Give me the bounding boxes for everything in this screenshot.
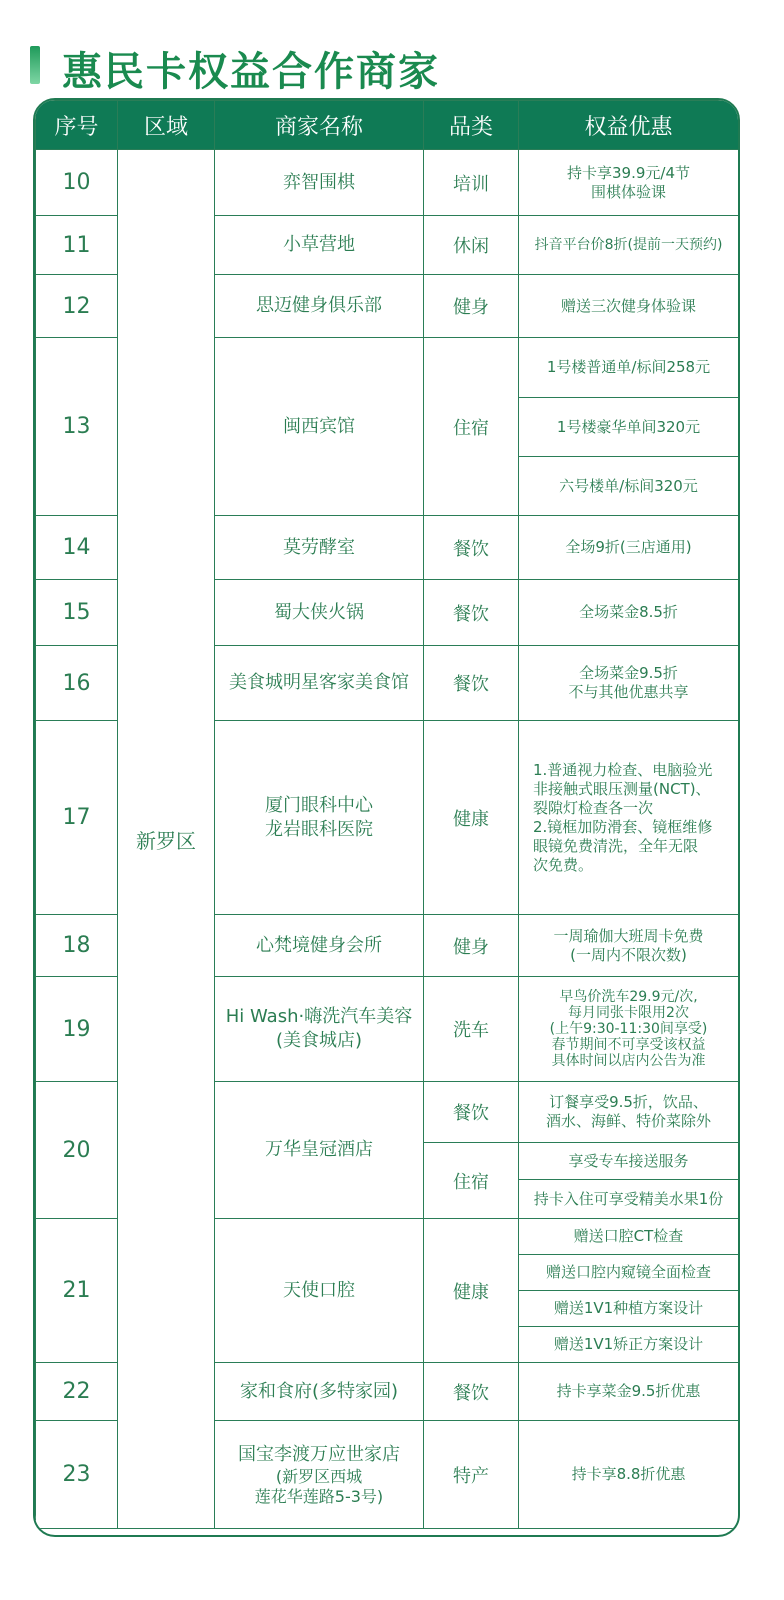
- merchant-name: 国宝李渡万应世家店 (新罗区西城 莲花华莲路5-3号): [215, 1421, 424, 1529]
- benefit-cell: 1号楼普通单/标间258元: [519, 338, 739, 398]
- category-cell: 住宿: [424, 338, 519, 516]
- benefit-cell: 六号楼单/标间320元: [519, 457, 739, 516]
- title-accent-bar: [30, 46, 40, 84]
- row-number: 18: [36, 915, 118, 977]
- merchant-table: [35, 100, 739, 1529]
- benefit-cell: 全场菜金9.5折 不与其他优惠共享: [519, 646, 739, 721]
- benefit-cell: 持卡享菜金9.5折优惠: [519, 1363, 739, 1421]
- benefit-cell: 赠送口腔CT检查: [519, 1219, 739, 1255]
- merchant-name: 美食城明星客家美食馆: [215, 646, 424, 721]
- row-number: 20: [36, 1082, 118, 1219]
- merchant-name: 闽西宾馆: [215, 338, 424, 516]
- benefit-cell: 全场菜金8.5折: [519, 580, 739, 646]
- benefit-cell: 早鸟价洗车29.9元/次, 每月同张卡限用2次 (上午9:30-11:30间享受) 春节期间不可享受该权益 具体时间以店内公告为准: [519, 977, 739, 1082]
- row-number: 21: [36, 1219, 118, 1363]
- category-cell: 健身: [424, 915, 519, 977]
- row-number: 16: [36, 646, 118, 721]
- category-cell: 餐饮: [424, 516, 519, 580]
- benefit-cell: 1号楼豪华单间320元: [519, 398, 739, 457]
- category-cell: 洗车: [424, 977, 519, 1082]
- header-category: 品类: [424, 101, 519, 150]
- category-cell: 餐饮: [424, 1082, 519, 1143]
- category-cell: 健康: [424, 721, 519, 915]
- merchant-table-container: [33, 98, 740, 1537]
- category-cell: 健康: [424, 1219, 519, 1363]
- header-benefit: 权益优惠: [519, 101, 739, 150]
- page-title: 惠民卡权益合作商家: [62, 49, 440, 95]
- table-row: [36, 150, 739, 216]
- benefit-cell: 订餐享受9.5折，饮品、 酒水、海鲜、特价菜除外: [519, 1082, 739, 1143]
- benefit-cell: 抖音平台价8折(提前一天预约): [519, 216, 739, 275]
- merchant-name: 莫劳酵室: [215, 516, 424, 580]
- benefit-cell: 赠送口腔内窥镜全面检查: [519, 1255, 739, 1291]
- header-region: 区域: [118, 101, 215, 150]
- row-number: 17: [36, 721, 118, 915]
- row-number: 14: [36, 516, 118, 580]
- benefit-cell: 享受专车接送服务: [519, 1143, 739, 1180]
- merchant-name: Hi Wash·嗨洗汽车美容 (美食城店): [215, 977, 424, 1082]
- category-cell: 培训: [424, 150, 519, 216]
- row-number: 13: [36, 338, 118, 516]
- header-no: 序号: [36, 101, 118, 150]
- merchant-name: 天使口腔: [215, 1219, 424, 1363]
- row-number: 15: [36, 580, 118, 646]
- merchant-name: 家和食府(多特家园): [215, 1363, 424, 1421]
- category-cell: 休闲: [424, 216, 519, 275]
- category-cell: 餐饮: [424, 646, 519, 721]
- row-number: 23: [36, 1421, 118, 1529]
- benefit-cell: 全场9折(三店通用): [519, 516, 739, 580]
- benefit-cell: 赠送1V1矫正方案设计: [519, 1327, 739, 1363]
- merchant-name: 蜀大侠火锅: [215, 580, 424, 646]
- benefit-cell: 持卡入住可享受精美水果1份: [519, 1180, 739, 1219]
- category-cell: 健身: [424, 275, 519, 338]
- row-number: 22: [36, 1363, 118, 1421]
- merchant-name: 心梵境健身会所: [215, 915, 424, 977]
- category-cell: 特产: [424, 1421, 519, 1529]
- benefit-cell: 持卡享39.9元/4节 围棋体验课: [519, 150, 739, 216]
- row-number: 10: [36, 150, 118, 216]
- merchant-name: 弈智围棋: [215, 150, 424, 216]
- benefit-cell: 持卡享8.8折优惠: [519, 1421, 739, 1529]
- merchant-name: 思迈健身俱乐部: [215, 275, 424, 338]
- benefit-cell: 一周瑜伽大班周卡免费 (一周内不限次数): [519, 915, 739, 977]
- category-cell: 餐饮: [424, 580, 519, 646]
- header-merchant: 商家名称: [215, 101, 424, 150]
- row-number: 11: [36, 216, 118, 275]
- table-header-row: [36, 101, 739, 150]
- benefit-cell: 1.普通视力检查、电脑验光 非接触式眼压测量(NCT)、 裂隙灯检查各一次 2.镜框加防滑套、镜框维修 眼镜免费清洗，全年无限 次免费。: [519, 721, 739, 915]
- row-number: 12: [36, 275, 118, 338]
- region-cell: 新罗区: [118, 150, 215, 1529]
- merchant-name: 万华皇冠酒店: [215, 1082, 424, 1219]
- benefit-cell: 赠送1V1种植方案设计: [519, 1291, 739, 1327]
- benefit-cell: 赠送三次健身体验课: [519, 275, 739, 338]
- merchant-name: 小草营地: [215, 216, 424, 275]
- merchant-name: 厦门眼科中心 龙岩眼科医院: [215, 721, 424, 915]
- row-number: 19: [36, 977, 118, 1082]
- category-cell: 餐饮: [424, 1363, 519, 1421]
- category-cell: 住宿: [424, 1143, 519, 1219]
